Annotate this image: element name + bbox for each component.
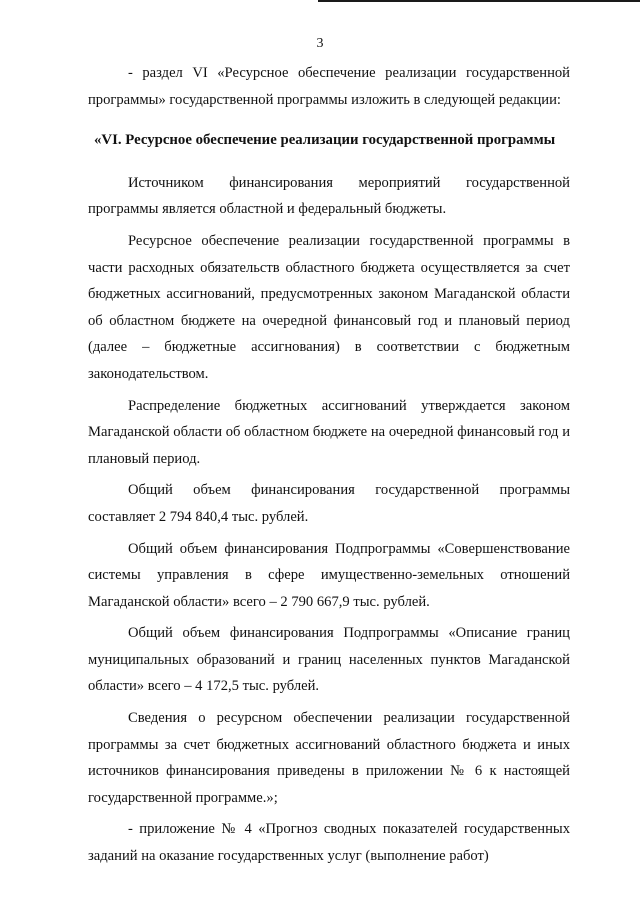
- document-body: [88, 60, 570, 870]
- intro-paragraph: - раздел VI «Ресурсное обеспечение реализации государственной программы» государственной программы изложить в следующей редакции:: [88, 65, 570, 108]
- paragraph-appendix-4: - приложение № 4 «Прогноз сводных показателей государственных заданий на оказание государственных услуг (выполнение работ): [88, 821, 570, 865]
- paragraph-subprogram-2: Общий объем финансирования Подпрограммы «Описание границ муниципальных образований и границ населенных пунктов Магаданской области» всего – 4 172,5 тыс. рублей.: [88, 625, 570, 695]
- top-rule: [318, 0, 640, 2]
- paragraph-funding-source: Источником финансирования мероприятий государственной программы является областной и федеральный бюджеты.: [88, 174, 570, 218]
- paragraph-subprogram-1: Общий объем финансирования Подпрограммы «Совершенствование системы управления в сфере имущественно-земельных отношений Магаданской области» всего – 2 790 667,9 тыс. рублей.: [88, 540, 570, 610]
- paragraph-total-volume: Общий объем финансирования государственной программы составляет 2 794 840,4 тыс. рублей.: [88, 482, 570, 525]
- paragraph-allocation: Распределение бюджетных ассигнований утверждается законом Магаданской области об областном бюджете на очередной финансовый год и плановый период.: [88, 397, 570, 467]
- page-number: 3: [316, 36, 324, 51]
- paragraph-resource-provision: Ресурсное обеспечение реализации государственной программы в части расходных обязательств областного бюджета осуществляется за счет бюджетных ассигнований, предусмотренных законом Магаданской области об областном бюджете на очередной финансовый год и плановый период (далее – бюджетные ассигнования) в соответствии с бюджетным законодательством.: [88, 232, 570, 382]
- paragraph-appendix-6: Сведения о ресурсном обеспечении реализации государственной программы за счет бюджетных ассигнований областного бюджета и иных источников финансирования приведены в приложении № 6 к настоящей государственной программе.»;: [88, 710, 570, 806]
- section-heading: «VI. Ресурсное обеспечение реализации государственной программы: [94, 132, 556, 149]
